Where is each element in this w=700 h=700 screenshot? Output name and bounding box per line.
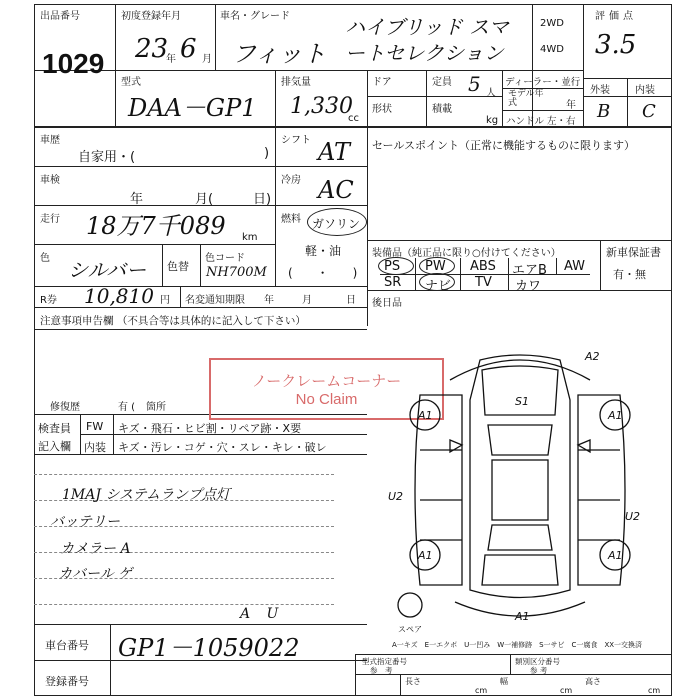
cm-3: cm (648, 686, 661, 695)
model-code-label: 型式 (121, 77, 141, 88)
registration-label: 登録番号 (45, 675, 89, 688)
ac-value: AC (318, 176, 354, 204)
no-claim-jp: ノークレームコーナー (251, 372, 402, 390)
year-unit: 年 (166, 54, 176, 65)
door-label: ドア (372, 77, 392, 88)
color-label: 色 (40, 253, 50, 264)
first-reg-label: 初度登録年月 (121, 11, 181, 22)
int-damage-label: 内装 (84, 441, 106, 454)
color-code-label: 色コード (205, 253, 245, 264)
ac-label: 冷房 (281, 175, 301, 186)
score-label: 評価点 (595, 11, 637, 22)
equip-aw: AW (564, 259, 586, 274)
class-number-label: 類別区分番号 (515, 657, 560, 666)
lot-number: 1029 (42, 48, 105, 79)
height-label: 高さ (585, 677, 601, 686)
inspection-label: 車検 (40, 175, 60, 186)
equip-sr: SR (384, 275, 402, 290)
handle-label: ハンドル 左・右 (506, 116, 576, 127)
mark-right-side: U2 (625, 510, 641, 523)
type-number-label: 型式指定番号 (362, 657, 407, 666)
note-line-4: カバール ゲ (58, 566, 133, 582)
person-unit: 人 (486, 88, 496, 99)
model-grade-label: 車名・グレード (220, 11, 290, 22)
mark-front: A2 (585, 350, 600, 363)
shape-label: 形状 (372, 104, 392, 115)
damage-legend: A一キズ E一エクボ U一凹み W一補修跡 S一サビ C一腐食 XX一交換済 (392, 641, 643, 649)
equip-ps: PS (384, 259, 401, 274)
equip-tv: TV (475, 275, 492, 290)
mark-hood: S1 (515, 395, 529, 408)
inspector-label-2: 記入欄 (38, 440, 71, 453)
repaint-label: 色替 (167, 260, 189, 273)
deadline-day: 日 (346, 295, 356, 306)
mileage-label: 走行 (40, 214, 60, 225)
cm-2: cm (560, 686, 573, 695)
color-code: NH700M (206, 265, 267, 280)
fw-label: FW (86, 420, 104, 433)
warranty-value: 有・無 (613, 268, 646, 281)
history-label: 車歴 (40, 135, 60, 146)
navi-circle (419, 273, 455, 291)
damage-diagram (370, 340, 670, 640)
sales-points-label: セールスポイント（正常に機能するものに限ります） (372, 139, 636, 152)
cc-unit: cc (348, 113, 359, 124)
notes-label: 注意事項申告欄 （不具合等は具体的に記入して下さい） (40, 315, 306, 327)
deadline-label: 名変通知期限 (185, 295, 245, 306)
score: 3.5 (595, 30, 637, 60)
equip-pw: PW (425, 259, 446, 274)
chassis-value: GP1－1059022 (118, 634, 300, 662)
mileage-unit: km (242, 232, 258, 243)
fuel-label: 燃料 (281, 214, 301, 225)
mark-right-rear: A1 (608, 549, 623, 562)
ref-label-2: 参 考 (530, 666, 548, 675)
inspection-year: 年 (130, 192, 144, 207)
mileage-value: 18万7千089 (86, 212, 226, 240)
equipment-label: 装備品（純正品に限り○付けてください） (372, 248, 561, 259)
inspection-day: 日) (253, 192, 272, 207)
fuel-paren: ( ・ ) (288, 266, 358, 280)
car-name: フィット (232, 40, 327, 68)
fuel-diesel: 軽・油 (305, 244, 342, 258)
inspection-month: 月( (195, 192, 214, 207)
deadline-year: 年 (264, 295, 274, 306)
month-unit: 月 (202, 54, 212, 65)
capacity: 5 (468, 72, 481, 96)
shift-label: シフト (281, 135, 311, 146)
model-year-unit: 年 (566, 100, 576, 111)
ref-label-1: 参 考 (370, 666, 393, 675)
model-code: DAA－GP1 (128, 94, 257, 122)
color-value: シルバー (68, 258, 147, 282)
repair-label: 修復歴 (50, 402, 80, 413)
drive-2wd: 2WD (540, 18, 564, 29)
drive-4wd: 4WD (540, 44, 564, 55)
inspector-label-1: 検査員 (38, 422, 71, 435)
lot-label: 出品番号 (40, 11, 80, 22)
mark-left-rear: A1 (418, 549, 433, 562)
load-label: 積載 (432, 104, 452, 115)
length-label: 長さ (405, 677, 421, 686)
history-close: ) (264, 146, 270, 161)
mark-left-front: A1 (418, 409, 433, 422)
repair-value: 有 ( (118, 402, 136, 413)
shift-value: AT (318, 138, 351, 166)
ext-grade: B (597, 101, 611, 122)
mark-right-front: A1 (608, 409, 623, 422)
mark-rear: A1 (515, 610, 530, 623)
chassis-label: 車台番号 (45, 639, 89, 652)
mark-left-side: U2 (388, 490, 404, 503)
equip-navi: ナビ (425, 279, 452, 294)
recycle-unit: 円 (160, 295, 170, 306)
equip-abs: ABS (470, 259, 496, 274)
model-year-label: モデル年式 (508, 89, 544, 108)
fw-text: キズ・飛石・ヒビ割・リペア跡・X要 (118, 422, 302, 435)
rear-seat-label: 後日品 (372, 298, 402, 309)
displacement: 1,330 (290, 94, 353, 119)
capacity-label: 定員 (432, 77, 452, 88)
note-line-1: 1MAJ システムランプ点灯 (62, 487, 231, 503)
displacement-label: 排気量 (281, 77, 311, 88)
first-reg-month: 6 (180, 34, 197, 64)
ps-circle (378, 257, 414, 275)
equip-airbag: エアB (512, 263, 547, 278)
mark-spare: スペア (398, 625, 422, 634)
width-label: 幅 (500, 677, 508, 686)
ext-label: 外装 (590, 85, 610, 96)
no-claim-en: No Claim (295, 391, 358, 408)
extra-marks: A U (240, 606, 285, 622)
recycle-value: 10,810 (84, 284, 154, 308)
int-label: 内装 (635, 85, 655, 96)
warranty-label: 新車保証書 (606, 246, 661, 259)
grade: ハイブリッド スマートセレクション (345, 15, 509, 65)
dealer-label: ディーラー・並行 (505, 77, 581, 88)
recycle-label: R券 (40, 295, 57, 306)
equip-leather: カワ (515, 279, 542, 294)
kg-unit: kg (486, 115, 499, 126)
history-value: 自家用・( (78, 150, 136, 165)
cm-1: cm (475, 686, 488, 695)
note-line-2: バッテリー (50, 514, 120, 530)
int-grade: C (642, 101, 656, 122)
repair-paren: 箇所 (146, 402, 166, 413)
fuel-gas: ガソリン (312, 217, 361, 231)
note-line-3: カメラー A (60, 541, 131, 557)
deadline-month: 月 (302, 295, 312, 306)
int-damage-text: キズ・汚レ・コゲ・穴・スレ・キレ・破レ (118, 441, 327, 454)
first-reg-year: 23 (135, 34, 169, 64)
fuel-circle (307, 208, 367, 236)
